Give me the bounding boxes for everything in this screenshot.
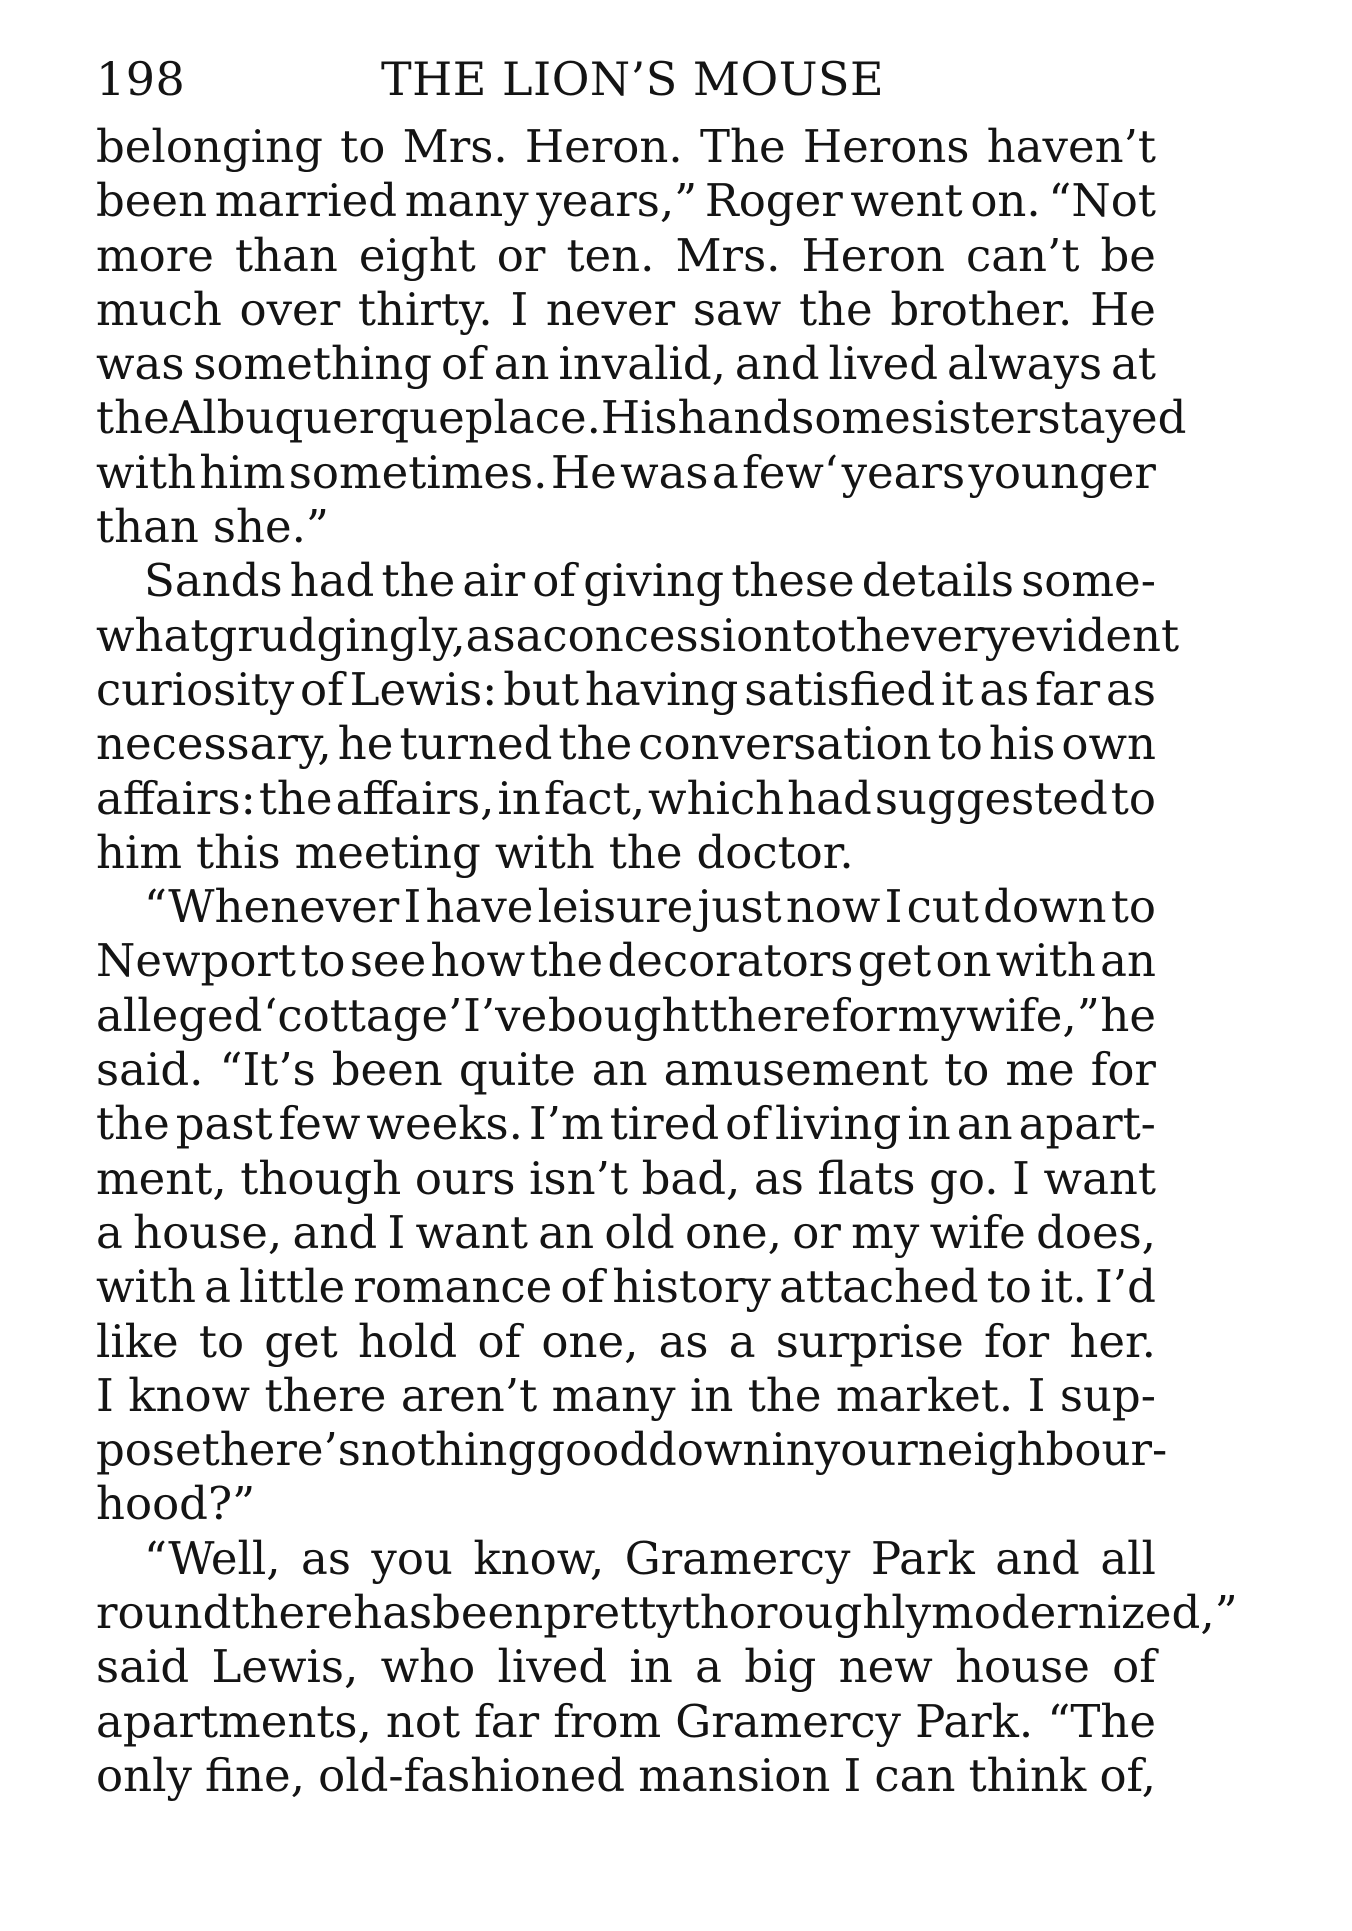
text-line [96,229,1156,283]
word: aren’t [400,1368,538,1422]
text-line [96,174,1156,228]
word: leisure [537,880,694,934]
word: go. [929,1151,999,1205]
word: there [264,1368,387,1422]
word: good [536,1423,648,1477]
word: Park. [915,1694,1034,1748]
word: can’t [966,228,1080,282]
word: the [608,825,683,879]
word: only [96,1748,192,1802]
word: saw [692,282,782,336]
word: little [239,1260,346,1314]
word: as [1106,662,1156,716]
word: the [747,1368,822,1422]
word: to [300,934,346,988]
word: your [814,1423,918,1477]
word: belonging [96,120,323,173]
word: a [96,1205,123,1259]
word: attached [779,1260,979,1314]
word: or [496,228,546,282]
book-page [96,38,1238,1898]
word: there’s [201,1423,361,1477]
word: never [545,282,676,336]
word: as [979,662,1030,716]
word: past [175,1097,273,1151]
word: he [337,717,394,771]
word: have [425,880,534,934]
word: a [728,1314,756,1368]
word: eight [358,228,476,282]
word: new [838,1640,933,1694]
word: tired [609,1097,720,1151]
word: in [497,771,541,825]
word: see [349,934,427,988]
word: thoroughly [681,1586,932,1640]
word: turned [399,717,553,771]
word: of [477,1314,522,1368]
word: was [620,445,709,499]
word: alleged [96,988,263,1042]
word: round [96,1586,232,1640]
word: Mrs. [675,228,781,282]
word: bad, [641,1151,741,1205]
word: years [841,445,966,499]
word: hood?” [96,1477,256,1531]
word: I [510,282,529,336]
text-line [96,826,1156,880]
body-text [96,120,1238,1803]
word: fine, [205,1748,305,1802]
word: of [441,337,485,391]
word: these [731,554,855,608]
word: younger [968,445,1156,499]
word: at [1111,337,1156,391]
word: the [96,391,170,445]
word: had [787,771,872,825]
word: but [503,662,580,716]
word: had [289,554,375,608]
word: his [988,717,1056,771]
word: Gramercy [624,1531,851,1585]
word: “Not [1048,174,1156,228]
word: want [1043,1151,1156,1205]
word: Roger [704,174,843,228]
word: in [771,1423,815,1477]
word: for [983,1314,1050,1368]
word: he [1100,988,1156,1042]
word: pose [96,1423,202,1477]
word: living [774,1097,902,1151]
word: Heron [801,228,945,282]
word: old [604,1205,675,1259]
word: “It’s [219,1043,316,1097]
word: to [340,120,386,173]
page-number: 198 [96,52,186,106]
word: get [264,1314,338,1368]
word: in [907,1097,951,1151]
word: there [709,988,832,1042]
word: be [1100,228,1156,282]
word: for [831,988,897,1042]
word: to [944,1043,990,1097]
word: me [1005,1043,1075,1097]
text-line [96,1097,1156,1151]
word: I’d [1095,1260,1156,1314]
word: concession [542,608,793,662]
word: house, [133,1205,283,1259]
word: haven’t [986,120,1156,173]
word: get [857,934,932,988]
word: though [240,1151,402,1205]
word: much [96,282,222,336]
word: quite [458,1043,576,1097]
word: I [884,880,903,934]
word: to [1110,771,1156,825]
text-line [96,120,1156,174]
word: Albuquerque [169,391,465,445]
word: decorators [607,934,854,988]
word: I [387,1205,406,1259]
word: “Whenever [144,880,400,934]
word: suggested [874,771,1108,825]
word: affairs, [335,771,495,825]
word: said [96,1640,190,1694]
word: or [792,1205,841,1259]
word: own [1061,717,1156,771]
word: know, [473,1531,605,1585]
word: surprise [775,1314,964,1368]
word: of [532,554,577,608]
text-line [96,1477,1156,1531]
word: a [204,1260,231,1314]
word: romance [353,1260,553,1314]
word: Heron. [524,120,683,173]
word: curiosity [96,662,295,716]
word: ten. [566,228,655,282]
word: does, [1036,1205,1156,1259]
word: Sands [144,554,283,608]
word: cut [906,880,979,934]
word: from [553,1694,662,1748]
word: Lewis, [211,1640,359,1694]
word: and [734,337,820,391]
text-line [96,1640,1156,1694]
word: an [1100,934,1156,988]
word: can [874,1748,956,1802]
word: with [96,1260,196,1314]
word: of [725,1097,769,1151]
word: pretty [543,1586,682,1640]
word: Newport [96,934,297,988]
word: just [697,880,782,934]
word: wife [929,1205,1026,1259]
word: I [96,1368,114,1422]
word: ‘cottage’ [263,988,463,1042]
word: sometimes. [288,445,548,499]
word: a [695,1640,722,1694]
text-line [96,772,1156,826]
word: as [301,1531,351,1585]
word: history [612,1260,771,1314]
word: how [430,934,526,988]
word: my [851,1205,920,1259]
word: “The [1047,1694,1156,1748]
word: His [600,391,678,445]
word: isn’t [529,1151,628,1205]
word: old-fashioned [318,1748,626,1802]
word: the [558,717,633,771]
text-line [96,1260,1156,1314]
word: on. [970,174,1041,228]
word: satisfied [744,662,936,716]
page-header [96,38,1156,120]
word: the [96,1097,170,1151]
word: with [494,825,595,879]
word: I [1027,1368,1046,1422]
text-line [96,1206,1156,1260]
word: who [380,1640,476,1694]
word: of [1112,1640,1156,1694]
word: neighbour- [917,1423,1168,1477]
word: for [1090,1043,1156,1097]
text-line [96,608,1180,663]
text-line [96,880,1156,934]
word: married [214,174,398,228]
word: details [861,554,1015,608]
word: few‘ [742,445,839,499]
word: with [995,934,1096,988]
text-line [96,337,1156,391]
word: nothing [360,1423,537,1477]
word: said. [96,1043,204,1097]
text-line [96,1369,1156,1423]
word: been [331,1043,443,1097]
word: the [837,608,912,662]
word: the [798,282,873,336]
text-line [96,1695,1156,1749]
word: him [199,445,286,499]
word: far [1035,662,1101,716]
word: brother. [890,282,1073,336]
word: flats [817,1151,916,1205]
word: wife,” [966,988,1100,1042]
word: thirty. [357,282,493,336]
word: affairs: [96,771,256,825]
word: you [371,1531,453,1585]
word: giving [583,554,725,608]
word: as [753,1151,804,1205]
word: my [897,988,966,1042]
word: doctor. [696,825,854,879]
word: now [785,880,881,934]
word: I [843,1748,862,1802]
text-line [96,717,1156,771]
word: of, [1099,1748,1156,1802]
text-line [96,1043,1156,1097]
text-line [96,663,1156,717]
word: grudgingly, [208,608,466,662]
word: she.” [212,500,329,554]
word: in [689,1368,734,1422]
word: sup- [1059,1368,1156,1422]
word: something [193,337,433,391]
word: big [744,1640,817,1694]
word: and [292,1205,378,1259]
word: to [198,1314,245,1368]
word: some- [1021,554,1156,608]
word: it. [1040,1260,1087,1314]
word: “Well, [144,1531,281,1585]
word: an [493,337,550,391]
word: there [231,1586,354,1640]
text-line [96,989,1156,1043]
word: what [96,608,209,662]
word: house [955,1640,1090,1694]
word: a [515,608,543,662]
word: I’m [528,1097,604,1151]
word: stayed [1037,391,1187,445]
word: apart- [1018,1097,1156,1151]
text-line [96,1586,1238,1640]
word: having [584,662,739,716]
text-line [96,934,1156,988]
word: to [937,717,983,771]
text-line [96,554,1156,608]
word: Gramercy [675,1694,901,1748]
word: went [850,174,963,228]
word: down [983,880,1107,934]
word: in [629,1640,673,1694]
word: amusement [663,1043,929,1097]
word: to [792,608,838,662]
word: over [239,282,341,336]
text-line [96,1749,1156,1803]
word: not [385,1694,461,1748]
word: which [648,771,785,825]
word: the [258,771,333,825]
word: weeks. [366,1097,523,1151]
word: was [96,337,185,391]
word: on [935,934,992,988]
word: one, [541,1314,639,1368]
word: an [956,1097,1013,1151]
word: Lewis: [349,662,498,716]
word: an [591,1043,648,1097]
word: I [1012,1151,1030,1205]
word: hold [357,1314,458,1368]
word: He [1090,282,1156,336]
word: and [995,1531,1080,1585]
word: He [550,445,617,499]
text-line [96,1423,1168,1477]
word: been [96,174,208,228]
word: to [986,1260,1032,1314]
word: apartments, [96,1694,372,1748]
text-line [96,1152,1156,1206]
word: place. [464,391,601,445]
word: handsome [677,391,911,445]
text-line [96,500,1156,554]
word: this [196,825,281,879]
text-line [96,1315,1156,1369]
word: her. [1069,1314,1156,1368]
word: The [699,120,786,173]
word: more [96,228,214,282]
word: to [1110,880,1156,934]
word: the [381,554,456,608]
word: always [947,337,1103,391]
word: like [96,1314,179,1368]
word: I’ve [463,988,548,1042]
word: many [404,174,529,228]
running-title: THE LION’S MOUSE [381,52,885,106]
word: has [353,1586,433,1640]
word: been [432,1586,544,1640]
word: with [96,445,196,499]
text-line [96,446,1156,500]
word: market. [835,1368,1014,1422]
word: him [96,825,183,879]
word: of [300,662,344,716]
word: many [551,1368,676,1422]
word: know [128,1368,251,1422]
word: air [462,554,526,608]
word: a [711,445,739,499]
word: few [278,1097,361,1151]
word: evident [1010,608,1180,662]
word: the [529,934,604,988]
word: lived [828,337,939,391]
word: of [560,1260,605,1314]
word: than [234,228,338,282]
word: think [968,1748,1087,1802]
word: it [941,662,974,716]
text-line [96,283,1156,337]
word: years,” [536,174,698,228]
word: far [474,1694,540,1748]
word: Park [870,1531,975,1585]
text-line [96,1532,1156,1586]
text-line [96,391,1187,445]
word: down [648,1423,772,1477]
word: invalid, [558,337,726,391]
word: meeting [294,825,481,879]
word: modernized,” [931,1586,1238,1640]
word: ment, [96,1151,227,1205]
word: sister [910,391,1038,445]
word: as [658,1314,709,1368]
word: Herons [802,120,970,173]
word: I [403,880,422,934]
word: all [1100,1531,1156,1585]
word: bought [547,988,709,1042]
word: ours [414,1151,516,1205]
word: as [465,608,516,662]
word: lived [497,1640,608,1694]
word: than [96,500,199,554]
word: an [538,1205,595,1259]
word: conversation [638,717,932,771]
word: Mrs. [402,120,508,173]
word: fact, [543,771,646,825]
word: necessary, [96,717,332,771]
word: want [415,1205,528,1259]
word: mansion [638,1748,831,1802]
word: very [911,608,1011,662]
word: one, [684,1205,782,1259]
